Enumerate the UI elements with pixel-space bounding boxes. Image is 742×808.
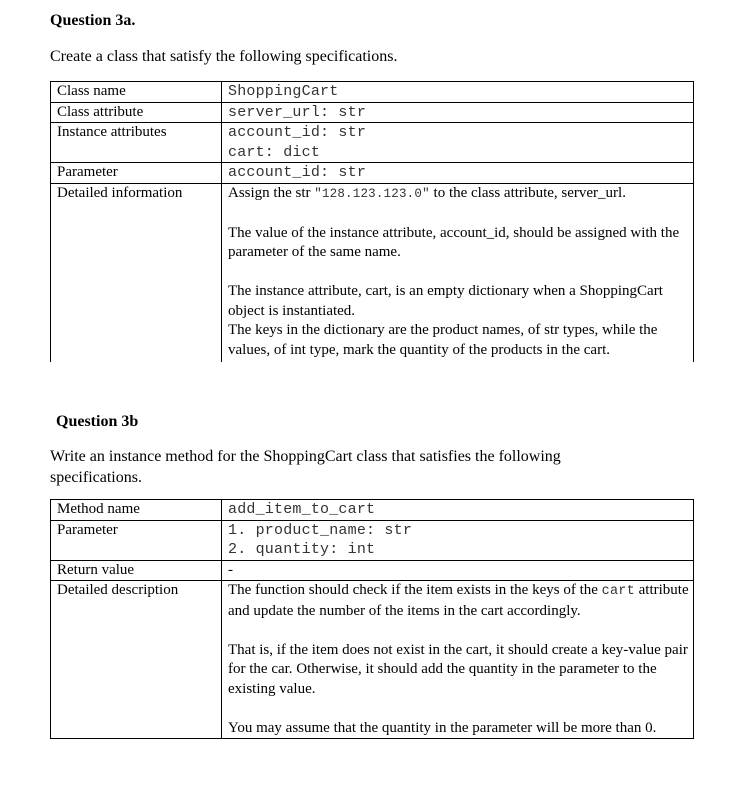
table-row	[51, 500, 694, 521]
parameter-quantity: 2. quantity: int	[228, 541, 376, 558]
table-row	[51, 163, 694, 184]
method-name-label: Method name	[51, 500, 222, 521]
question-3b-intro: Write an instance method for the ShoppingCart class that satisfies the following specifications.	[50, 448, 561, 486]
desc-p1-text-end: attribute and update the number of the items in the cart accordingly.	[228, 582, 689, 619]
info-paragraph-3: The instance attribute, cart, is an empty dictionary when a ShoppingCart object is instantiated.	[228, 283, 663, 319]
class-name-value: ShoppingCart	[228, 83, 339, 100]
table-row	[51, 183, 694, 362]
info-p1-text: Assign the str	[228, 184, 315, 201]
detailed-information-cell	[222, 183, 694, 362]
table-row	[51, 102, 694, 123]
method-spec-table	[50, 499, 694, 739]
parameter-label: Parameter	[51, 163, 222, 184]
desc-paragraph-3: You may assume that the quantity in the parameter will be more than 0.	[228, 719, 657, 736]
class-attribute-label: Class attribute	[51, 102, 222, 123]
detailed-description-label: Detailed description	[51, 581, 222, 739]
cart-code: cart	[601, 584, 635, 599]
server-url-code: "128.123.123.0"	[314, 186, 430, 201]
table-row	[51, 82, 694, 103]
return-value-label: Return value	[51, 560, 222, 581]
instance-attribute-cart: cart: dict	[228, 143, 321, 161]
method-parameter-label: Parameter	[51, 520, 222, 560]
parameter-value: account_id: str	[228, 164, 367, 181]
return-value: -	[228, 561, 233, 578]
table-row	[51, 123, 694, 163]
parameter-product-name: 1. product_name: str	[228, 521, 413, 539]
question-3b-title: Question 3b	[56, 413, 139, 430]
desc-paragraph-1	[228, 581, 689, 621]
question-3a-title: Question 3a.	[50, 12, 136, 29]
info-paragraph-1	[228, 184, 689, 205]
detailed-information-label: Detailed information	[51, 183, 222, 362]
method-name-value: add_item_to_cart	[228, 501, 376, 518]
table-row	[51, 520, 694, 560]
question-3a-intro: Create a class that satisfy the following specifications.	[50, 48, 398, 65]
desc-p1-text: The function should check if the item exists in the keys of the	[228, 582, 602, 598]
table-row	[51, 560, 694, 581]
class-name-label: Class name	[51, 82, 222, 103]
instance-attributes-label: Instance attributes	[51, 123, 222, 163]
instance-attribute-account-id: account_id: str	[228, 124, 367, 141]
class-spec-table	[50, 81, 694, 362]
detailed-description-cell	[222, 581, 694, 739]
table-row	[51, 581, 694, 739]
info-p1-text-end: to the class attribute, server_url.	[429, 184, 626, 201]
info-paragraph-2: The value of the instance attribute, account_id, should be assigned with the parameter of the same name.	[228, 224, 680, 260]
info-paragraph-4: The keys in the dictionary are the product names, of str types, while the values, of int type, mark the quantity of the products in the cart.	[228, 322, 658, 358]
class-attribute-value: server_url: str	[228, 103, 367, 121]
desc-paragraph-2: That is, if the item does not exist in the cart, it should create a key-value pair for the car. Otherwise, it should add the quantity in the parameter to the existing value.	[228, 641, 688, 697]
